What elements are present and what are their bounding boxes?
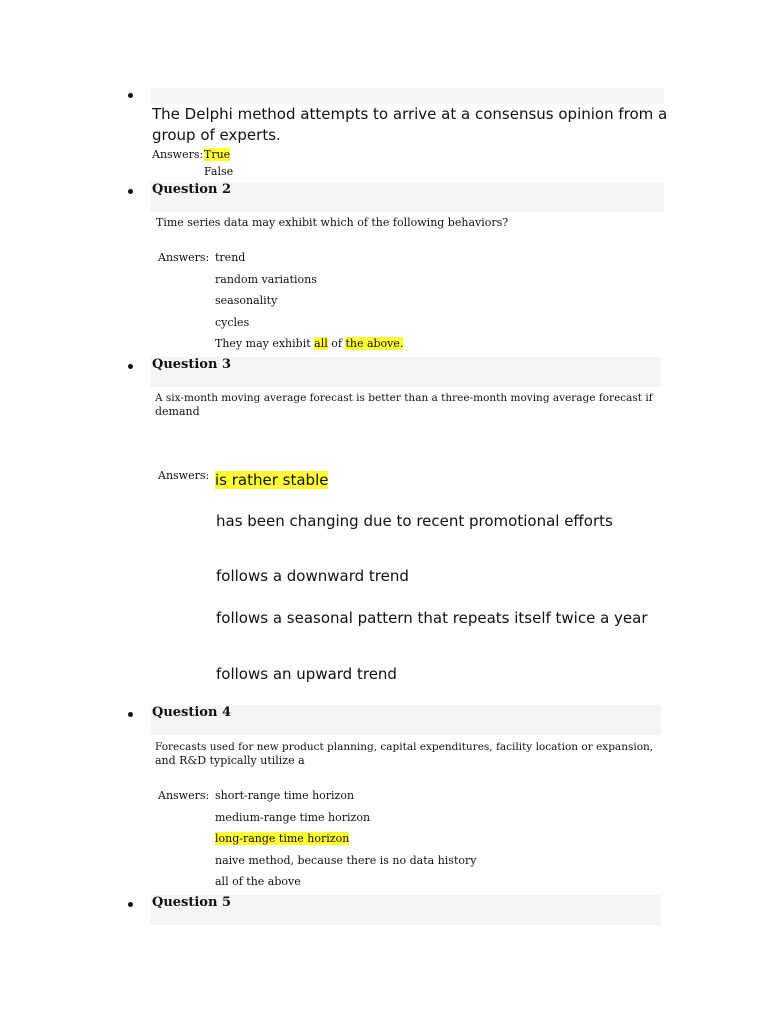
- question-3-answer-5[interactable]: follows an upward trend: [216, 665, 397, 683]
- question-3-answer-3[interactable]: follows a downward trend: [216, 567, 409, 585]
- question-5-title: Question 5: [152, 895, 232, 910]
- question-4-answer-1[interactable]: short-range time horizon: [215, 789, 355, 802]
- question-1-text-line1: The Delphi method attempts to arrive at a consensus opinion from a: [152, 105, 668, 123]
- question-4-bullet: [128, 712, 133, 717]
- question-5-bullet: [128, 902, 133, 907]
- question-1-header-band: [150, 88, 664, 104]
- question-4-text-line1: Forecasts used for new product planning, capital expenditures, facility location or expansion,: [155, 741, 654, 753]
- question-3-answers-label: Answers:: [158, 469, 210, 482]
- question-2-answer-1[interactable]: trend: [215, 251, 246, 264]
- question-1-answer-false[interactable]: False: [204, 165, 234, 178]
- question-1-answers-label: Answers:: [152, 148, 204, 161]
- question-2-answer-3[interactable]: seasonality: [215, 294, 278, 307]
- answer-part-2: all: [314, 337, 328, 350]
- question-2-bullet: [128, 189, 133, 194]
- question-1-bullet: [128, 93, 133, 98]
- question-3-answer-4[interactable]: follows a seasonal pattern that repeats itself twice a year: [216, 609, 648, 627]
- question-2-title: Question 2: [152, 182, 232, 197]
- answer-text: True: [204, 148, 231, 161]
- question-4-answer-2[interactable]: medium-range time horizon: [215, 811, 371, 824]
- question-3-title: Question 3: [152, 357, 232, 372]
- question-4-answer-3[interactable]: [215, 832, 349, 845]
- question-3-text-line1: A six-month moving average forecast is better than a three-month moving average forecast if: [155, 392, 653, 404]
- question-3-answer-2[interactable]: has been changing due to recent promotional efforts: [216, 512, 613, 530]
- question-1-answer-true[interactable]: [204, 148, 230, 161]
- question-3-text-line2: demand: [155, 405, 200, 418]
- question-2-answer-2[interactable]: random variations: [215, 273, 317, 286]
- question-2-text: Time series data may exhibit which of the following behaviors?: [156, 216, 509, 229]
- question-2-answers-label: Answers:: [158, 251, 210, 264]
- question-2-answer-5[interactable]: [215, 337, 403, 350]
- answer-text: long-range time horizon: [215, 832, 350, 845]
- question-3-bullet: [128, 364, 133, 369]
- question-1-text-line2: group of experts.: [152, 126, 281, 144]
- answer-text: is rather stable: [215, 471, 329, 489]
- question-4-answer-5[interactable]: all of the above: [215, 875, 301, 888]
- answer-part-3: of: [327, 337, 346, 350]
- question-4-answer-4[interactable]: naive method, because there is no data history: [215, 854, 477, 867]
- question-4-answers-label: Answers:: [158, 789, 210, 802]
- answer-part-1: They may exhibit: [215, 337, 315, 350]
- answer-part-4: the above.: [345, 337, 404, 350]
- question-3-answer-1[interactable]: [215, 471, 328, 489]
- question-4-text-line2: and R&D typically utilize a: [155, 754, 305, 767]
- question-2-answer-4[interactable]: cycles: [215, 316, 250, 329]
- question-4-title: Question 4: [152, 705, 232, 720]
